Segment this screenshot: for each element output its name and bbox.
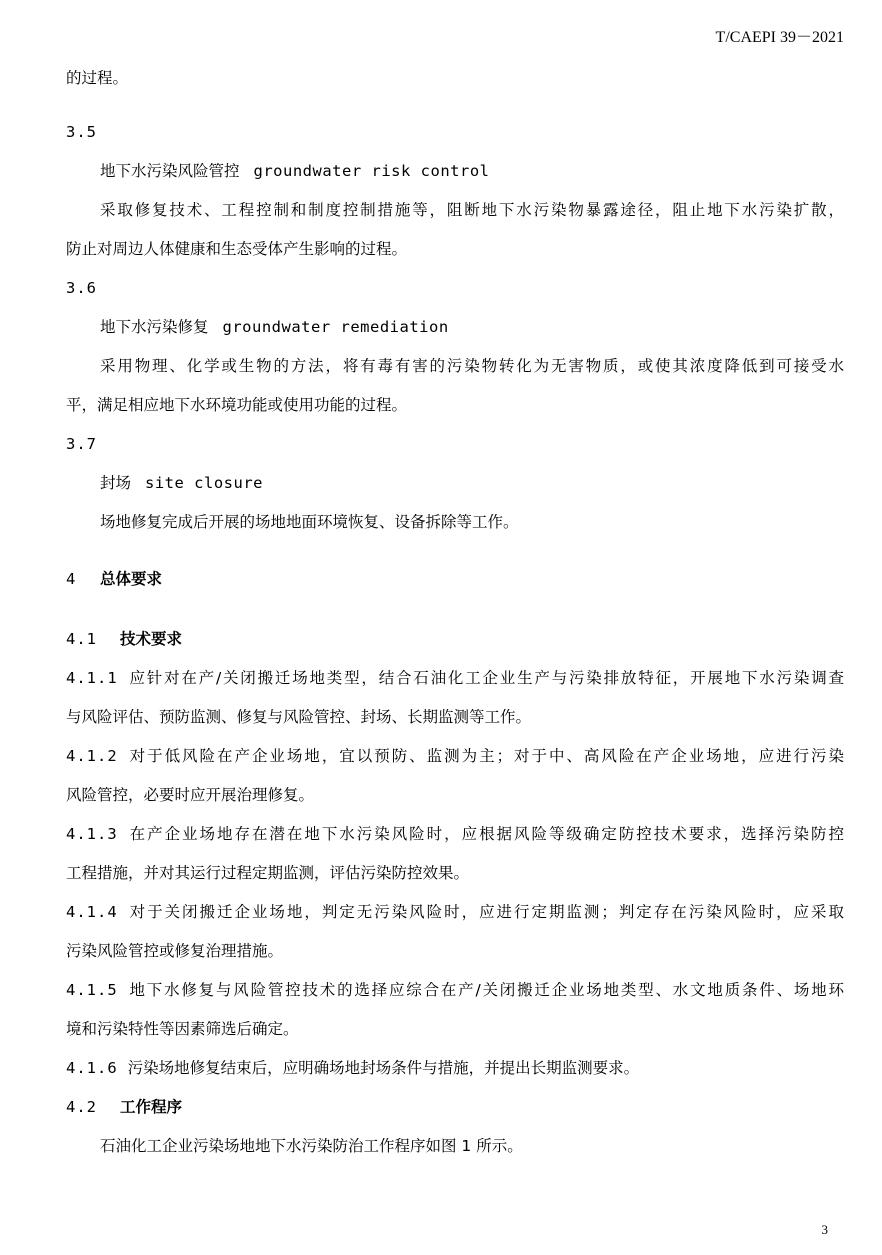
- clause-number: 4.1.4: [66, 903, 118, 921]
- clause-number: 4.1.6: [66, 1059, 118, 1077]
- clause-4-1-2-line: 风险管控，必要时应开展治理修复。: [66, 786, 315, 804]
- clause-number-3-5: 3.5: [66, 123, 97, 141]
- clause-number: 4.1.2: [66, 747, 118, 765]
- heading-number: 4.2: [66, 1098, 97, 1116]
- term-en: groundwater remediation: [222, 318, 449, 336]
- clause-4-1-4-line: 污染风险管控或修复治理措施。: [66, 942, 284, 960]
- clause-text: 对于关闭搬迁企业场地，判定无污染风险时，应进行定期监测；判定存在污染风险时，应采取: [127, 903, 844, 921]
- clause-number: 4.1.1: [66, 669, 118, 687]
- clause-text: 对于低风险在产企业场地，宜以预防、监测为主；对于中、高风险在产企业场地，应进行污染: [127, 747, 844, 765]
- clause-text: 应针对在产/关闭搬迁场地类型，结合石油化工企业生产与污染排放特征，开展地下水污染调查: [127, 669, 844, 687]
- clause-text: 地下水修复与风险管控技术的选择应综合在产/关闭搬迁企业场地类型、水文地质条件、场地环: [127, 981, 844, 999]
- clause-4-1-5-line: 境和污染特性等因素筛选后确定。: [66, 1020, 299, 1038]
- definition-line: 防止对周边人体健康和生态受体产生影响的过程。: [66, 240, 408, 258]
- clause-4-1-4-line: [66, 901, 844, 923]
- term-zh: 地下水污染风险管控: [100, 162, 240, 180]
- section-heading-4-1: [66, 628, 182, 650]
- clause-4-1-3-line: 工程措施，并对其运行过程定期监测，评估污染防控效果。: [66, 864, 470, 882]
- paragraph-4-2: 石油化工企业污染场地地下水污染防治工作程序如图 1 所示。: [100, 1137, 523, 1155]
- clause-4-1-6-line: [66, 1057, 639, 1079]
- term-zh: 地下水污染修复: [100, 318, 209, 336]
- definition-line: 场地修复完成后开展的场地地面环境恢复、设备拆除等工作。: [100, 513, 519, 531]
- clause-4-1-5-line: [66, 979, 844, 1001]
- term-3-5: [100, 160, 489, 182]
- heading-number: 4.1: [66, 630, 97, 648]
- clause-4-1-1-line: 与风险评估、预防监测、修复与风险管控、封场、长期监测等工作。: [66, 708, 532, 726]
- definition-line: 平，满足相应地下水环境功能或使用功能的过程。: [66, 396, 408, 414]
- document-id-header: T/CAEPI 39－2021: [715, 29, 844, 46]
- clause-number: 4.1.5: [66, 981, 118, 999]
- clause-text: 在产企业场地存在潜在地下水污染风险时，应根据风险等级确定防控技术要求，选择污染防控: [127, 825, 844, 843]
- section-heading-4-2: [66, 1096, 182, 1118]
- term-3-7: [100, 472, 263, 494]
- page-number: 3: [821, 1222, 828, 1237]
- term-3-6: [100, 316, 449, 338]
- continuation-line: 的过程。: [66, 69, 129, 87]
- heading-number: 4: [66, 570, 77, 588]
- heading-title: 技术要求: [120, 630, 183, 648]
- term-en: site closure: [145, 474, 263, 492]
- clause-4-1-3-line: [66, 823, 844, 845]
- term-zh: 封场: [100, 474, 132, 492]
- heading-title: 总体要求: [100, 570, 163, 588]
- heading-title: 工作程序: [120, 1098, 183, 1116]
- definition-line: 采用物理、化学或生物的方法，将有毒有害的污染物转化为无害物质，或使其浓度降低到可接受水: [100, 357, 844, 375]
- clause-4-1-1-line: [66, 667, 844, 689]
- definition-line: 采取修复技术、工程控制和制度控制措施等，阻断地下水污染物暴露途径，阻止地下水污染扩散，: [100, 201, 844, 219]
- clause-4-1-2-line: [66, 745, 844, 767]
- clause-number-3-7: 3.7: [66, 435, 97, 453]
- clause-text: 污染场地修复结束后，应明确场地封场条件与措施，并提出长期监测要求。: [127, 1059, 640, 1077]
- clause-number: 4.1.3: [66, 825, 118, 843]
- term-en: groundwater risk control: [253, 162, 490, 180]
- chapter-heading-4: [66, 568, 162, 590]
- clause-number-3-6: 3.6: [66, 279, 97, 297]
